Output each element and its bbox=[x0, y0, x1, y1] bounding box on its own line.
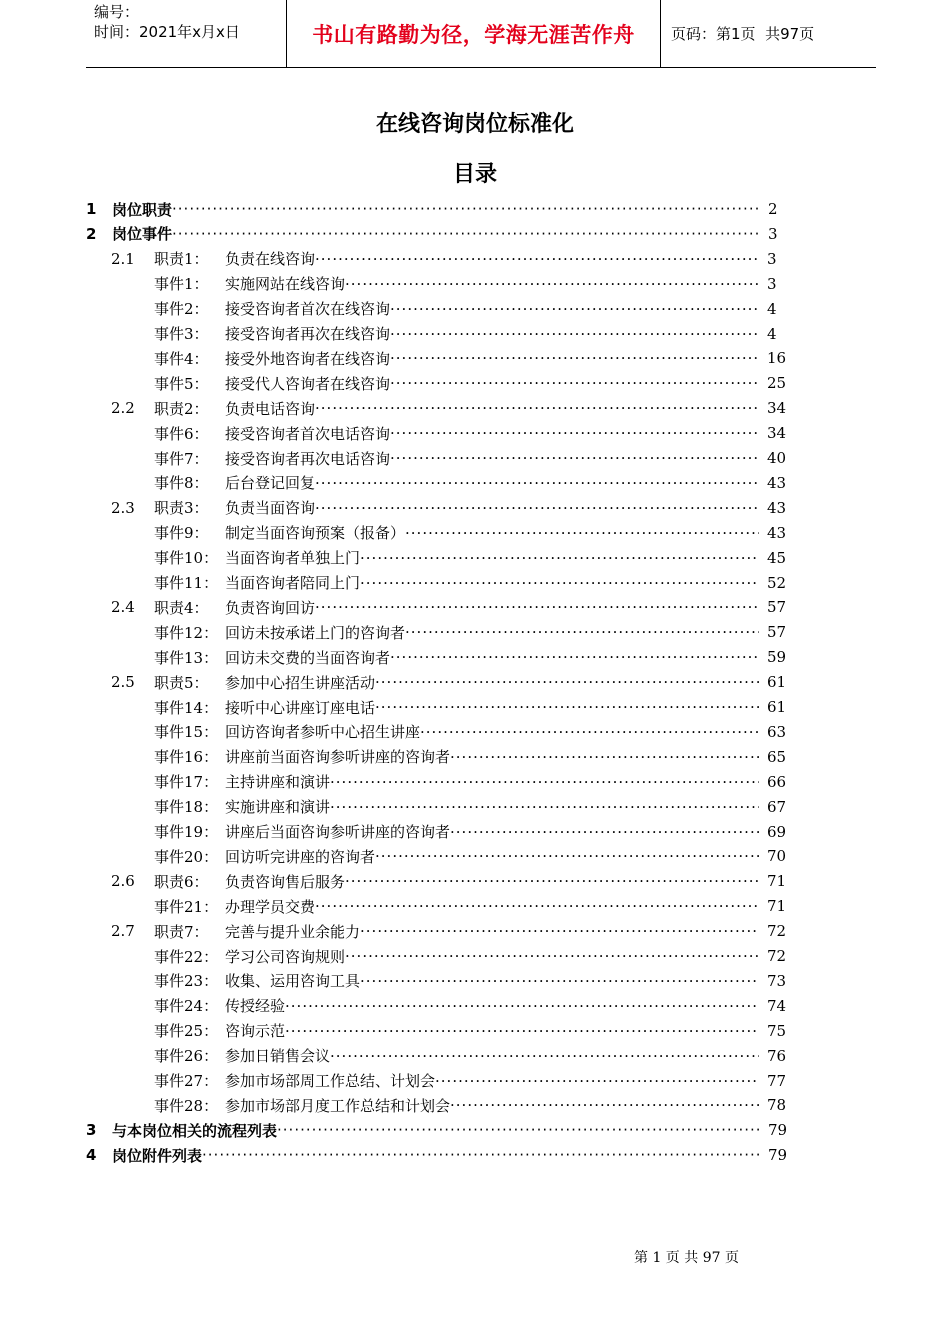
toc-entry[interactable] bbox=[111, 770, 793, 794]
toc-leader-dots bbox=[405, 623, 759, 641]
toc-leader-dots bbox=[390, 648, 759, 666]
toc-leader-dots bbox=[390, 374, 759, 392]
toc-entry-label: 职责7： bbox=[154, 922, 209, 941]
toc-leader-dots bbox=[330, 798, 759, 816]
toc-entry-page: 3 bbox=[767, 274, 777, 293]
toc-leader-dots bbox=[315, 499, 759, 517]
toc-leader-dots bbox=[435, 1072, 759, 1090]
toc-entry[interactable] bbox=[111, 919, 793, 943]
toc-entry[interactable] bbox=[111, 1069, 793, 1093]
toc-entry-label: 事件15： bbox=[154, 723, 219, 742]
toc-entry-label: 事件10： bbox=[154, 549, 219, 568]
toc-leader-dots bbox=[315, 399, 759, 417]
toc-entry-page: 76 bbox=[767, 1046, 787, 1065]
toc-leader-dots bbox=[450, 823, 759, 841]
toc-entry-label: 事件13： bbox=[154, 648, 219, 667]
toc-entry-page: 71 bbox=[767, 872, 787, 891]
toc-leader-dots bbox=[390, 424, 759, 442]
toc-entry-page: 43 bbox=[767, 523, 787, 542]
toc-entry-page: 52 bbox=[767, 573, 787, 592]
toc-entry[interactable] bbox=[111, 695, 793, 719]
document-title: 在线咨询岗位标准化 bbox=[375, 112, 574, 137]
toc-entry[interactable] bbox=[111, 571, 793, 595]
toc-entry[interactable] bbox=[111, 620, 793, 644]
toc-entry-label: 事件8： bbox=[154, 474, 209, 493]
toc-entry-text: 办理学员交费 bbox=[225, 897, 316, 916]
toc-leader-dots bbox=[375, 847, 759, 865]
toc-entry-label: 事件22： bbox=[154, 947, 219, 966]
toc-entry-text: 当面咨询者单独上门 bbox=[225, 549, 361, 568]
toc-entry-page: 4 bbox=[767, 299, 777, 318]
toc-entry-label: 职责4： bbox=[154, 598, 209, 617]
toc-entry-number: 2.4 bbox=[111, 598, 135, 617]
toc-entry-page: 61 bbox=[767, 698, 787, 716]
toc-entry-page: 34 bbox=[767, 399, 787, 418]
toc-entry-page: 70 bbox=[767, 847, 787, 866]
toc-entry[interactable] bbox=[111, 521, 793, 545]
toc-entry[interactable] bbox=[111, 322, 793, 346]
toc-entry[interactable] bbox=[111, 297, 793, 321]
toc-entry[interactable] bbox=[86, 222, 794, 246]
toc-entry-page: 77 bbox=[767, 1071, 787, 1090]
toc-leader-dots bbox=[277, 1121, 760, 1139]
toc-entry-text: 完善与提升业余能力 bbox=[225, 922, 361, 941]
toc-entry-text: 制定当面咨询预案（报备） bbox=[225, 524, 406, 543]
toc-entry-page: 69 bbox=[767, 822, 787, 841]
toc-entry-page: 71 bbox=[767, 897, 787, 916]
toc-entry-page: 43 bbox=[767, 473, 787, 492]
toc-entry-number: 2.3 bbox=[111, 498, 135, 517]
toc-entry[interactable] bbox=[111, 795, 793, 819]
toc-entry-text: 实施讲座和演讲 bbox=[225, 798, 331, 817]
toc-entry[interactable] bbox=[111, 1019, 793, 1043]
toc-entry-number: 2 bbox=[86, 224, 97, 243]
header-date: 时间：2021年x月x日 bbox=[94, 23, 240, 41]
toc-entry-page: 16 bbox=[767, 349, 787, 368]
toc-entry-text: 回访听完讲座的咨询者 bbox=[225, 847, 376, 866]
toc-leader-dots bbox=[285, 997, 759, 1015]
toc-entry-label: 事件16： bbox=[154, 748, 219, 767]
toc-entry-label: 事件11： bbox=[154, 574, 219, 592]
toc-entry-label: 事件24： bbox=[154, 997, 219, 1016]
toc-entry-label: 事件14： bbox=[154, 698, 219, 717]
toc-leader-dots bbox=[360, 972, 759, 990]
toc-leader-dots bbox=[315, 598, 759, 616]
toc-entry[interactable] bbox=[111, 446, 793, 470]
toc-entry-text: 参加市场部周工作总结、计划会 bbox=[225, 1072, 436, 1090]
toc-entry-label: 职责6： bbox=[154, 872, 209, 891]
toc-leader-dots bbox=[315, 897, 759, 915]
toc-entry-page: 3 bbox=[768, 224, 778, 243]
header-number: 编号： bbox=[94, 3, 140, 21]
toc-entry[interactable] bbox=[111, 546, 793, 570]
toc-leader-dots bbox=[345, 947, 759, 965]
toc-entry-label: 事件20： bbox=[154, 847, 219, 866]
toc-entry-page: 73 bbox=[767, 971, 787, 990]
header-meta bbox=[86, 0, 287, 67]
toc-leader-dots bbox=[360, 549, 759, 567]
toc-entry-page: 25 bbox=[767, 374, 787, 393]
toc-entry-label: 事件4： bbox=[154, 349, 209, 368]
toc-entry[interactable] bbox=[111, 944, 793, 968]
toc-entry-text: 岗位附件列表 bbox=[112, 1146, 203, 1165]
toc-entry-page: 65 bbox=[767, 747, 787, 766]
toc-entry-page: 3 bbox=[767, 249, 777, 268]
toc-entry[interactable] bbox=[111, 1093, 793, 1117]
toc-entry-text: 负责咨询售后服务 bbox=[225, 872, 346, 891]
toc-entry-text: 实施网站在线咨询 bbox=[225, 275, 346, 294]
toc-entry-text: 接受代人咨询者在线咨询 bbox=[225, 374, 391, 393]
toc-entry-text: 讲座后当面咨询参听讲座的咨询者 bbox=[225, 823, 451, 841]
toc-entry-text: 咨询示范 bbox=[225, 1022, 286, 1041]
toc-entry-label: 事件6： bbox=[154, 424, 209, 443]
toc-entry[interactable] bbox=[86, 1118, 794, 1142]
toc-leader-dots bbox=[405, 524, 759, 542]
toc-leader-dots bbox=[172, 200, 760, 218]
toc-entry-label: 事件1： bbox=[154, 275, 209, 294]
toc-entry-label: 事件3： bbox=[154, 325, 209, 343]
toc-entry-label: 事件9： bbox=[154, 524, 209, 543]
toc-leader-dots bbox=[330, 1047, 759, 1065]
toc-entry-text: 参加市场部月度工作总结和计划会 bbox=[225, 1096, 451, 1115]
toc-leader-dots bbox=[390, 449, 759, 467]
toc-entry-text: 回访未按承诺上门的咨询者 bbox=[225, 623, 406, 642]
toc-entry-label: 事件7： bbox=[154, 449, 209, 468]
toc-entry[interactable] bbox=[111, 396, 793, 420]
toc-leader-dots bbox=[375, 673, 759, 691]
toc-leader-dots bbox=[390, 325, 759, 343]
toc-entry-number: 2.2 bbox=[111, 399, 135, 418]
toc-entry[interactable] bbox=[111, 869, 793, 893]
toc-entry-label: 事件2： bbox=[154, 300, 209, 319]
toc-entry[interactable] bbox=[111, 745, 793, 769]
toc-entry-page: 57 bbox=[767, 623, 787, 642]
toc-entry[interactable] bbox=[111, 820, 793, 844]
page-footer: 第 1 页 共 97 页 bbox=[634, 1250, 739, 1266]
toc-entry-page: 74 bbox=[767, 996, 787, 1015]
toc-entry-page: 34 bbox=[767, 424, 787, 443]
toc-leader-dots bbox=[172, 225, 760, 243]
toc-entry-text: 回访未交费的当面咨询者 bbox=[225, 648, 391, 667]
toc-entry-label: 事件26： bbox=[154, 1047, 219, 1066]
toc-entry-label: 事件23： bbox=[154, 972, 219, 991]
toc-entry[interactable] bbox=[111, 645, 793, 669]
toc-entry-page: 45 bbox=[767, 548, 787, 567]
header-page-info bbox=[661, 0, 876, 67]
toc-entry-number: 2.6 bbox=[111, 872, 135, 891]
toc-entry-text: 后台登记回复 bbox=[225, 474, 316, 493]
toc-entry-page: 63 bbox=[767, 722, 787, 741]
toc-leader-dots bbox=[375, 698, 759, 716]
toc-entry-page: 78 bbox=[767, 1096, 787, 1115]
toc-entry-text: 当面咨询者陪同上门 bbox=[225, 574, 361, 592]
toc-entry[interactable] bbox=[111, 371, 793, 395]
toc-entry[interactable] bbox=[86, 197, 794, 221]
toc-leader-dots bbox=[315, 250, 759, 268]
toc-entry-text: 与本岗位相关的流程列表 bbox=[112, 1121, 278, 1140]
toc-entry-page: 72 bbox=[767, 947, 787, 965]
toc-entry[interactable] bbox=[111, 994, 793, 1018]
toc-entry-text: 负责电话咨询 bbox=[225, 399, 316, 418]
toc-entry-number: 3 bbox=[86, 1121, 97, 1140]
toc-entry[interactable] bbox=[111, 670, 793, 694]
toc-entry-text: 参加日销售会议 bbox=[225, 1047, 331, 1066]
toc-entry-label: 事件5： bbox=[154, 374, 209, 393]
toc-leader-dots bbox=[390, 349, 759, 367]
toc-leader-dots bbox=[202, 1146, 760, 1164]
toc-entry-text: 参加中心招生讲座活动 bbox=[225, 673, 376, 692]
toc-entry-page: 2 bbox=[768, 200, 778, 218]
toc-entry-label: 事件28： bbox=[154, 1096, 219, 1115]
toc-entry-page: 67 bbox=[767, 797, 787, 816]
toc-entry-label: 事件17： bbox=[154, 773, 219, 792]
toc-entry-text: 回访咨询者参听中心招生讲座 bbox=[225, 723, 421, 742]
toc-leader-dots bbox=[360, 574, 759, 592]
toc-entry-text: 接受咨询者首次电话咨询 bbox=[225, 424, 391, 443]
toc-entry-text: 负责在线咨询 bbox=[225, 250, 316, 269]
toc-entry-text: 学习公司咨询规则 bbox=[225, 947, 346, 966]
toc-entry-label: 事件27： bbox=[154, 1072, 219, 1090]
header-page-info-text: 页码：第1页 共97页 bbox=[671, 25, 815, 43]
toc-entry-text: 接受咨询者再次在线咨询 bbox=[225, 325, 391, 343]
toc-entry-page: 43 bbox=[767, 498, 787, 517]
toc-entry-text: 负责咨询回访 bbox=[225, 598, 316, 617]
toc-entry-label: 事件21： bbox=[154, 897, 219, 916]
toc-title: 目录 bbox=[452, 162, 497, 187]
toc-leader-dots bbox=[450, 748, 759, 766]
toc-leader-dots bbox=[315, 474, 759, 492]
toc-entry-label: 职责5： bbox=[154, 673, 209, 692]
toc-entry-text: 传授经验 bbox=[225, 997, 286, 1016]
toc-entry-label: 职责2： bbox=[154, 399, 209, 418]
toc-entry-number: 1 bbox=[86, 200, 97, 218]
toc-entry[interactable] bbox=[111, 471, 793, 495]
toc-entry-page: 72 bbox=[767, 922, 787, 941]
toc-entry-text: 收集、运用咨询工具 bbox=[225, 972, 361, 991]
toc-entry-page: 66 bbox=[767, 772, 787, 791]
toc-entry-text: 接受咨询者再次电话咨询 bbox=[225, 449, 391, 468]
toc-entry[interactable] bbox=[111, 720, 793, 744]
toc-entry-text: 负责当面咨询 bbox=[225, 499, 316, 518]
toc-entry-text: 主持讲座和演讲 bbox=[225, 773, 331, 792]
toc-entry[interactable] bbox=[111, 496, 793, 520]
toc-leader-dots bbox=[450, 1096, 759, 1114]
toc-entry-label: 事件19： bbox=[154, 823, 219, 841]
toc-leader-dots bbox=[360, 922, 759, 940]
toc-entry-page: 79 bbox=[768, 1121, 788, 1140]
toc-entry-text: 讲座前当面咨询参听讲座的咨询者 bbox=[225, 748, 451, 767]
toc-entry-text: 接听中心讲座订座电话 bbox=[225, 698, 376, 717]
toc-entry[interactable] bbox=[111, 1044, 793, 1068]
toc-entry-page: 61 bbox=[767, 673, 787, 692]
toc-leader-dots bbox=[420, 723, 759, 741]
page-header bbox=[86, 0, 876, 68]
toc-entry-page: 79 bbox=[768, 1146, 788, 1165]
toc-leader-dots bbox=[330, 773, 759, 791]
toc-entry-number: 4 bbox=[86, 1146, 97, 1165]
toc-entry[interactable] bbox=[111, 247, 793, 271]
toc-entry-number: 2.5 bbox=[111, 673, 135, 692]
toc-entry[interactable] bbox=[111, 894, 793, 918]
toc-entry-number: 2.7 bbox=[111, 922, 135, 941]
toc-entry-page: 57 bbox=[767, 598, 787, 617]
toc-entry[interactable] bbox=[111, 595, 793, 619]
toc-entry-page: 75 bbox=[767, 1021, 787, 1040]
toc-entry-label: 职责3： bbox=[154, 499, 209, 518]
toc-entry-number: 2.1 bbox=[111, 249, 135, 268]
toc-entry-label: 事件18： bbox=[154, 798, 219, 817]
toc-leader-dots bbox=[345, 872, 759, 890]
header-motto: 书山有路勤为径，学海无涯苦作舟 bbox=[287, 0, 661, 67]
toc-entry[interactable] bbox=[86, 1143, 794, 1167]
toc-leader-dots bbox=[285, 1022, 759, 1040]
toc-leader-dots bbox=[390, 300, 759, 318]
toc-entry-text: 接受外地咨询者在线咨询 bbox=[225, 349, 391, 368]
toc-entry-label: 职责1： bbox=[154, 250, 209, 269]
toc-entry[interactable] bbox=[111, 421, 793, 445]
toc-entry-page: 59 bbox=[767, 648, 787, 667]
toc-entry-text: 岗位事件 bbox=[112, 225, 173, 244]
toc-entry-text: 岗位职责 bbox=[112, 200, 173, 219]
toc-leader-dots bbox=[345, 275, 759, 293]
toc-entry-label: 事件12： bbox=[154, 623, 219, 642]
toc-entry-label: 事件25： bbox=[154, 1022, 219, 1041]
toc-entry-page: 40 bbox=[767, 449, 787, 467]
toc-entry[interactable] bbox=[111, 969, 793, 993]
toc-entry[interactable] bbox=[111, 844, 793, 868]
toc-entry-page: 4 bbox=[767, 324, 777, 343]
toc-entry[interactable] bbox=[111, 346, 793, 370]
toc-entry[interactable] bbox=[111, 272, 793, 296]
toc-entry-text: 接受咨询者首次在线咨询 bbox=[225, 300, 391, 319]
